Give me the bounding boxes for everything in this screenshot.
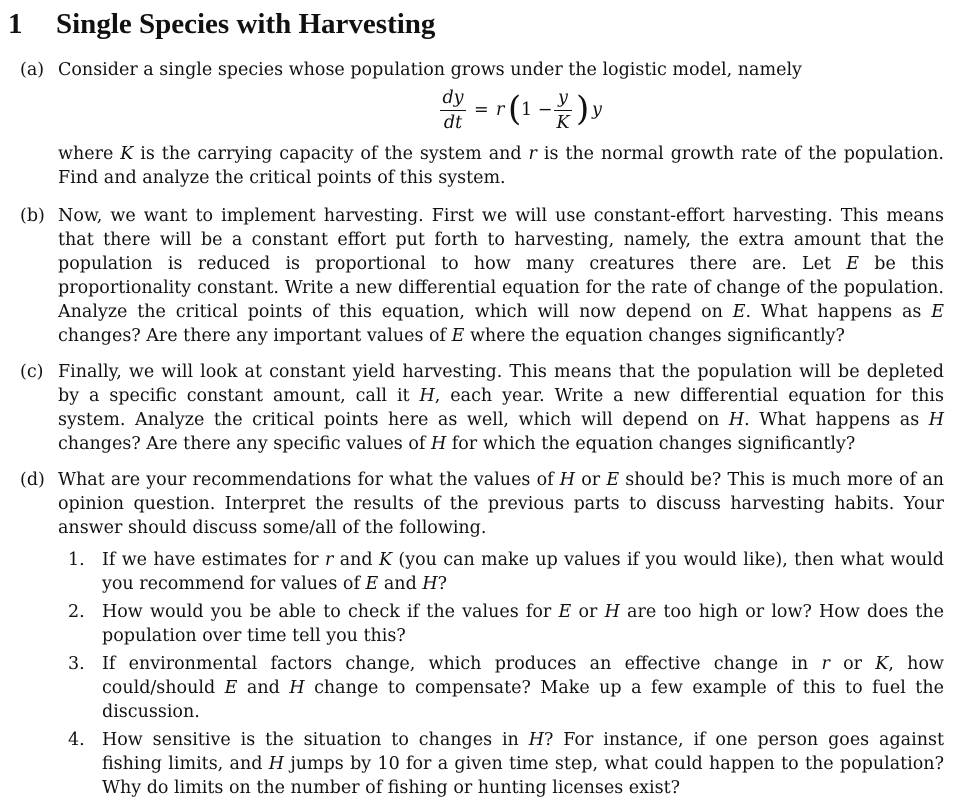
var-H: H [928, 410, 944, 430]
part-c-t1: Finally, we will look at constant yield harvesting. This means that the population will be depleted by a specific constant amount, call it [58, 362, 944, 406]
item-text: If environmental factors change, which produces an effective change in [102, 654, 809, 674]
var-H: H [289, 678, 305, 698]
var-H: H [422, 574, 438, 594]
part-c-t2: , each year. Write a new differential equation for this system. Analyze the critical points here as well, which will depend on [58, 386, 944, 430]
part-d-t3: should be? This is much more of an opinion question. Interpret the results of the previous parts to discuss harvesting habits. Your answer should discuss some/all of the following. [58, 470, 944, 538]
var-K: K [875, 654, 889, 674]
eq-one-minus: 1 − [521, 100, 553, 120]
list-item-number: 1. [68, 550, 85, 570]
item-text: and [339, 550, 373, 570]
section-title: Single Species with Harvesting [56, 8, 436, 40]
part-d-text [58, 468, 944, 540]
var-K: K [120, 144, 134, 164]
var-E: E [732, 302, 746, 322]
item-text: ? For instance, if one person goes against fishing limits, and [102, 730, 944, 774]
item-text: or [578, 602, 598, 622]
var-r: r [325, 550, 334, 570]
eq-r: r [496, 100, 505, 120]
eq-tail-y: y [592, 100, 602, 120]
part-b [20, 204, 944, 348]
part-b-text [58, 204, 944, 348]
part-d-t1: What are your recommendations for what the values of [58, 470, 554, 490]
item-text: ? [437, 574, 448, 594]
part-c-t4: changes? Are there any specific values of [58, 434, 426, 454]
part-a [20, 58, 944, 190]
list-item-number: 3. [68, 654, 85, 674]
list-item-number: 2. [68, 602, 85, 622]
part-a-text-1: where [58, 144, 114, 164]
item-text: or [843, 654, 863, 674]
item-text: are too high or low? How does the population over time tell you this? [102, 602, 944, 646]
part-a-label: (a) [20, 60, 45, 80]
part-c-t5: for which the equation changes significantly? [451, 434, 856, 454]
item-text: change to compensate? Make up a few example of this to fuel the discussion. [102, 678, 944, 722]
part-c-text [58, 360, 944, 456]
var-E: E [558, 602, 572, 622]
list-item [68, 600, 944, 648]
var-H: H [430, 434, 447, 454]
part-a-intro: Consider a single species whose population grows under the logistic model, namely [58, 60, 802, 80]
var-E: E [606, 470, 620, 490]
part-b-t1: Now, we want to implement harvesting. First we will use constant-effort harvesting. This means that there will be a constant effort put forth to harvesting, namely, the extra amount that the population is reduced is proportional to how many creatures there are. Let [58, 206, 944, 274]
logistic-equation [58, 84, 944, 142]
eq-lhs-fraction [440, 86, 466, 135]
item-text: and [246, 678, 280, 698]
section-number: 1 [8, 8, 23, 40]
list-item [68, 652, 944, 724]
part-a-text-3: is the normal growth rate of the population. Find and analyze the critical points of this system. [58, 144, 944, 188]
part-a-after [58, 142, 944, 190]
eq-right-paren: ) [576, 89, 590, 129]
var-E: E [224, 678, 238, 698]
var-H: H [604, 602, 620, 622]
part-b-t3: . What happens as [745, 302, 922, 322]
part-c-t3: . What happens as [744, 410, 920, 430]
list-item [68, 548, 944, 596]
part-b-t2: be this proportionality constant. Write a new differential equation for the rate of change of the population. Analyze the critical points of this equation, which will now depend on [58, 254, 944, 322]
var-H: H [728, 410, 745, 430]
item-text: and [383, 574, 417, 594]
var-E: E [931, 302, 944, 322]
item-text: jumps by 10 for a given time step, what could happen to the population? Why do limits on the number of fishing or hunting licenses exist? [102, 754, 944, 798]
eq-inner-fraction [554, 86, 572, 135]
list-item-number: 4. [68, 730, 85, 750]
item-text: If we have estimates for [102, 550, 319, 570]
eq-lhs-den: dt [440, 110, 466, 135]
recommendation-list [68, 548, 944, 800]
item-text: (you can make up values if you would like), then what would you recommend for values of [102, 550, 944, 594]
eq-lhs-num: dy [442, 88, 464, 108]
part-b-label: (b) [20, 206, 45, 226]
part-d-label: (d) [20, 470, 45, 490]
var-E: E [365, 574, 379, 594]
var-r: r [528, 144, 537, 164]
var-H: H [268, 754, 285, 774]
eq-inner-den: K [554, 110, 572, 135]
part-b-t5: where the equation changes significantly? [469, 326, 845, 346]
part-d [20, 468, 944, 804]
eq-left-paren: ( [508, 89, 522, 129]
eq-inner-num: y [558, 88, 568, 108]
var-H: H [528, 730, 544, 750]
part-b-t4: changes? Are there any important values of [58, 326, 447, 346]
var-H: H [559, 470, 576, 490]
var-H: H [419, 386, 435, 406]
part-d-t2: or [581, 470, 601, 490]
eq-equals: = [474, 100, 489, 120]
part-a-text-2: is the carrying capacity of the system and [140, 144, 522, 164]
var-E: E [451, 326, 465, 346]
item-text: How would you be able to check if the values for [102, 602, 552, 622]
list-item [68, 728, 944, 800]
part-c [20, 360, 944, 456]
var-E: E [846, 254, 860, 274]
section-heading [8, 4, 435, 44]
part-c-label: (c) [20, 362, 44, 382]
var-K: K [378, 550, 393, 570]
item-text: , how could/should [102, 654, 944, 698]
item-text: How sensitive is the situation to changes in [102, 730, 519, 750]
var-r: r [821, 654, 830, 674]
